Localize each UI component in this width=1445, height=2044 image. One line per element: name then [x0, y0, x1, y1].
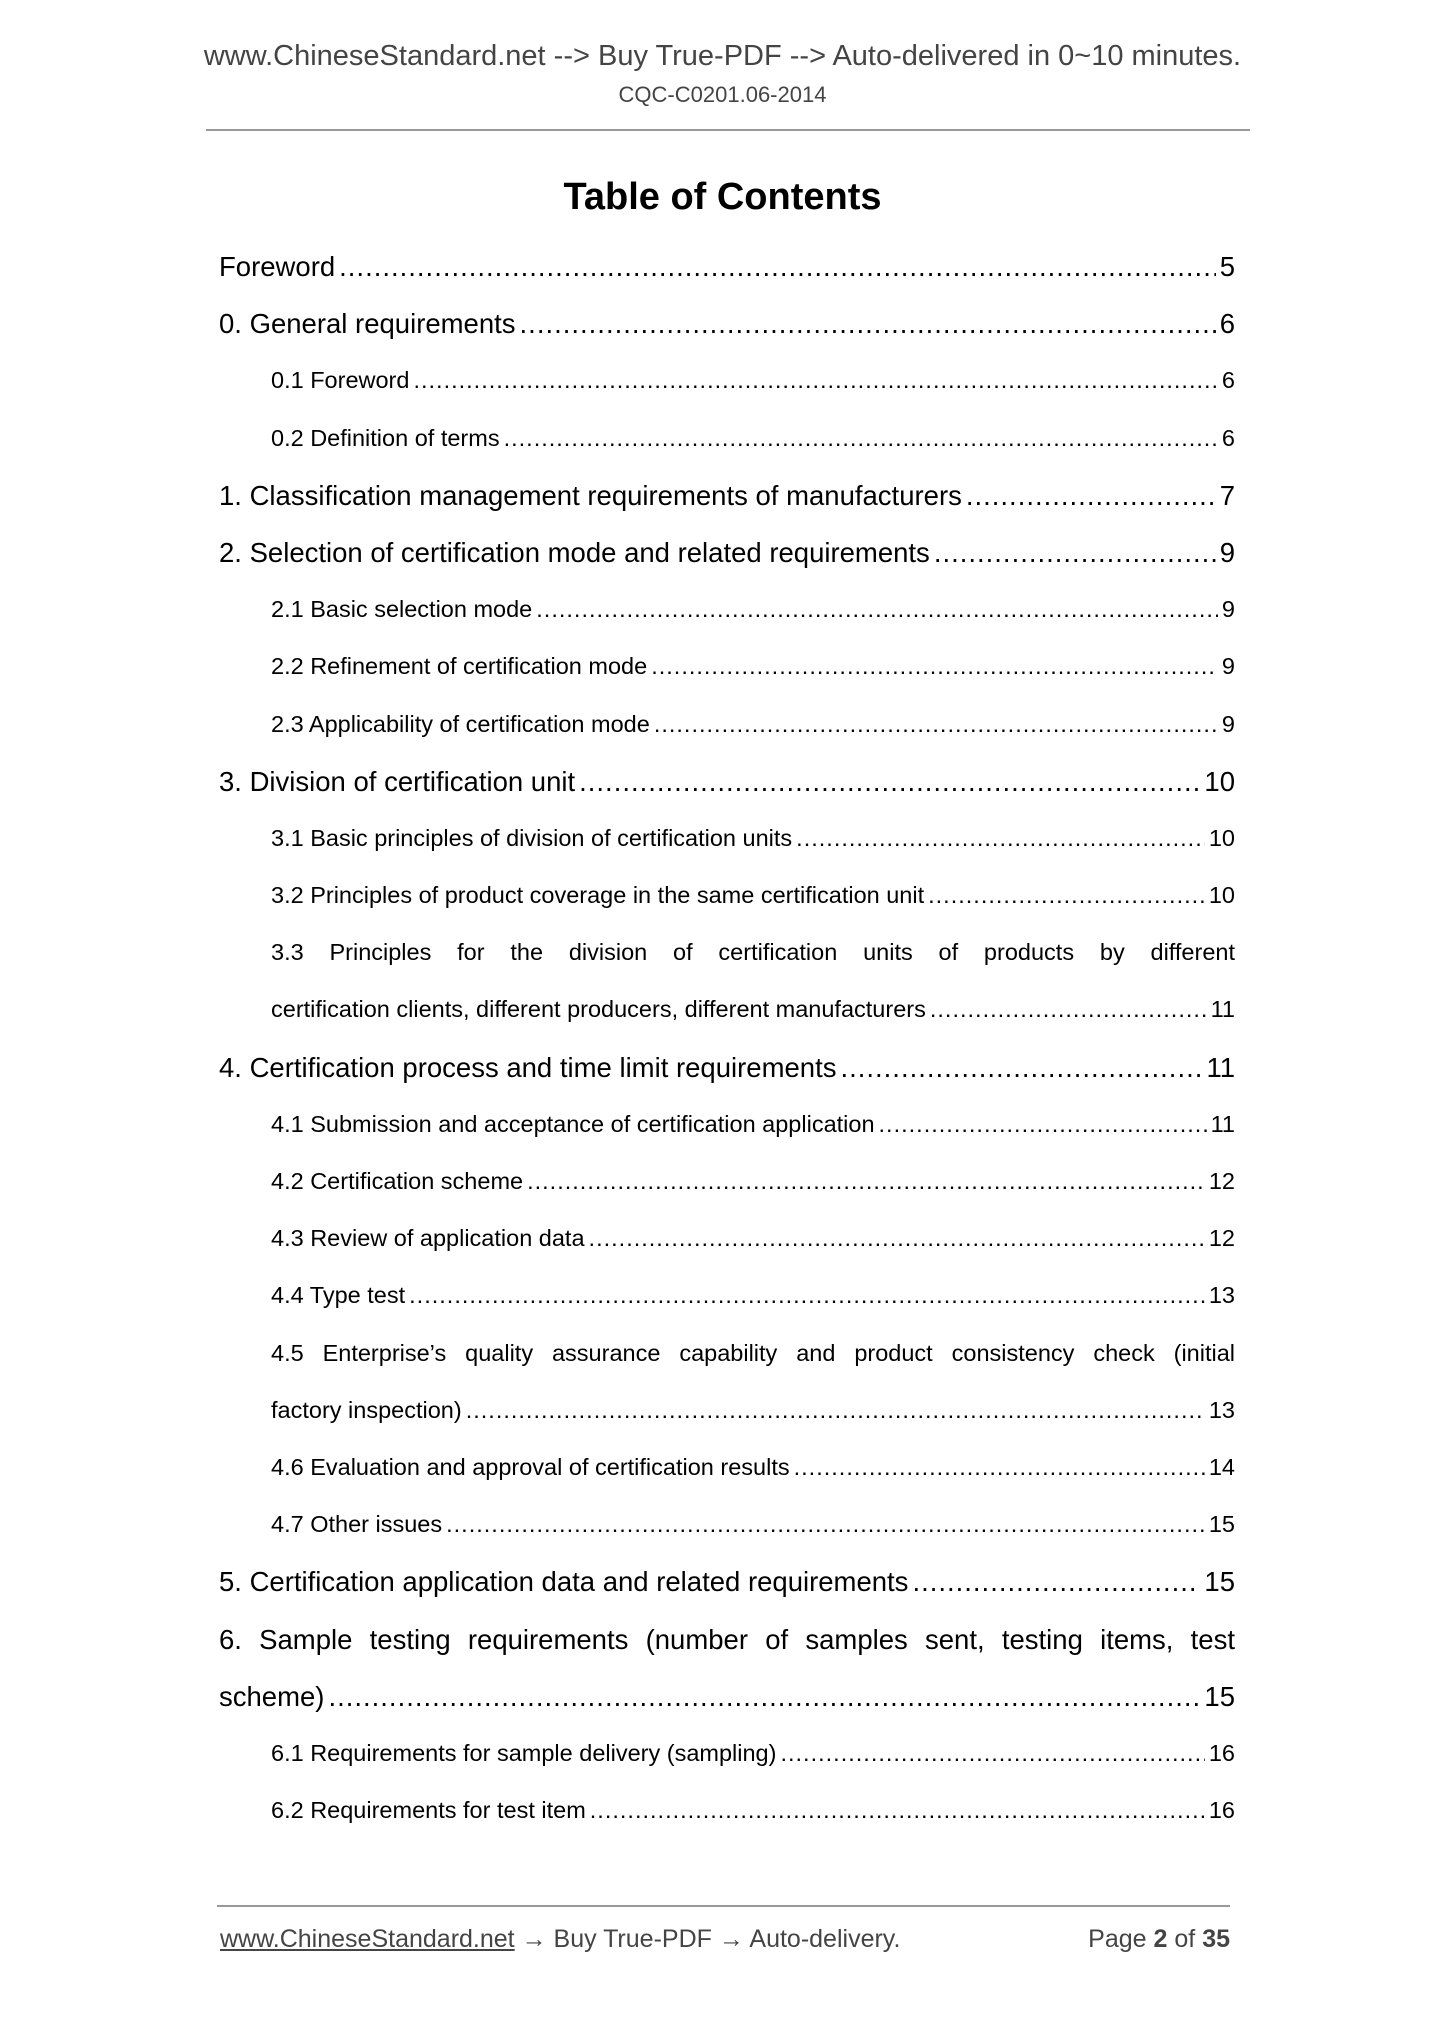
toc-entry[interactable] — [219, 1553, 1235, 1610]
toc-entry[interactable] — [219, 867, 1235, 924]
toc-entry-page: 16 — [1208, 1797, 1235, 1824]
dot-leader — [794, 1439, 1205, 1496]
dot-leader — [879, 1096, 1207, 1153]
toc-entry-page: 15 — [1208, 1511, 1235, 1538]
toc-entry-page: 9 — [1221, 653, 1235, 680]
toc-entry-title: 3.1 Basic principles of division of certification units — [271, 824, 793, 851]
toc-entry[interactable] — [219, 1267, 1235, 1324]
toc-entry-page: 6 — [1221, 367, 1235, 394]
dot-leader — [840, 1039, 1202, 1096]
dot-leader — [446, 1496, 1205, 1553]
toc-entry-title-continued: factory inspection) — [271, 1396, 462, 1423]
header-banner: www.ChineseStandard.net --> Buy True-PDF --> Auto-delivered in 0~10 minutes. — [203, 40, 1242, 72]
toc-entry-title: 2.3 Applicability of certification mode — [271, 710, 650, 737]
dot-leader — [504, 410, 1218, 467]
toc-entry-title: 4.3 Review of application data — [271, 1225, 585, 1252]
toc-entry-title-continued: scheme) — [219, 1680, 325, 1712]
toc-entry-title: 4. Certification process and time limit requirements — [219, 1051, 837, 1083]
footer-divider — [217, 1905, 1230, 1907]
dot-leader — [520, 295, 1216, 352]
toc-entry-page: 6 — [1221, 424, 1235, 451]
page-footer — [220, 1925, 1230, 1954]
toc-entry-page: 7 — [1219, 479, 1235, 511]
toc-entry-page: 12 — [1208, 1225, 1235, 1252]
toc-entry-title: 5. Certification application data and related requirements — [219, 1566, 909, 1598]
total-pages: 35 — [1202, 1925, 1230, 1953]
toc-entry-page: 15 — [1204, 1566, 1235, 1598]
toc-entry-page: 13 — [1208, 1282, 1235, 1309]
dot-leader — [466, 1382, 1205, 1439]
toc-entry[interactable] — [219, 1725, 1235, 1782]
of-label: of — [1174, 1925, 1196, 1953]
toc-entry-title: 6.2 Requirements for test item — [271, 1797, 586, 1824]
toc-entry-title: 3.2 Principles of product coverage in the same certification unit — [271, 882, 925, 909]
toc-entry[interactable] — [219, 581, 1235, 638]
dot-leader — [579, 753, 1200, 810]
toc-entry-title: 3. Division of certification unit — [219, 765, 576, 797]
toc-entry[interactable] — [219, 1782, 1235, 1839]
toc-entry-title: 4.6 Evaluation and approval of certification results — [271, 1453, 790, 1480]
toc-entry-title-continued: certification clients, different producers, different manufacturers — [271, 996, 926, 1023]
dot-leader — [930, 981, 1207, 1038]
toc-entry-title[interactable]: 6. Sample testing requirements (number of samples sent, testing items, test — [219, 1623, 1235, 1655]
dot-leader — [934, 524, 1216, 581]
toc-entry[interactable] — [219, 1382, 1235, 1439]
dot-leader — [409, 1267, 1205, 1324]
toc-entry-title: 0.2 Definition of terms — [271, 424, 500, 451]
dot-leader — [651, 638, 1218, 695]
page-number — [1088, 1925, 1230, 1954]
dot-leader — [796, 810, 1205, 867]
toc-entry-title: 2.2 Refinement of certification mode — [271, 653, 648, 680]
dot-leader — [527, 1153, 1205, 1210]
dot-leader — [536, 581, 1218, 638]
footer-text: → Buy True-PDF → Auto-delivery. — [514, 1925, 901, 1953]
header-divider — [206, 129, 1250, 131]
dot-leader — [780, 1725, 1204, 1782]
toc-entry-title: Foreword — [219, 251, 336, 282]
toc-entry[interactable] — [219, 1668, 1235, 1725]
dot-leader — [912, 1553, 1200, 1610]
toc-entry[interactable] — [219, 810, 1235, 867]
toc-entry-page: 11 — [1206, 1051, 1235, 1083]
toc-entry[interactable] — [219, 696, 1235, 753]
toc-entry[interactable] — [219, 753, 1235, 810]
toc-entry[interactable] — [219, 1439, 1235, 1496]
dot-leader — [589, 1210, 1205, 1267]
footer-promo — [220, 1925, 900, 1954]
dot-leader — [654, 696, 1218, 753]
toc-entry[interactable] — [219, 295, 1235, 352]
dot-leader — [328, 1668, 1200, 1725]
toc-entry-page: 11 — [1210, 1110, 1235, 1137]
toc-entry-page: 11 — [1210, 996, 1235, 1023]
toc-entry[interactable] — [219, 1210, 1235, 1267]
page-label: Page — [1088, 1925, 1147, 1953]
page-title: Table of Contents — [563, 176, 882, 218]
toc-entry[interactable] — [219, 238, 1235, 295]
toc-entry-page: 10 — [1208, 882, 1235, 909]
toc-entry-title: 0.1 Foreword — [271, 367, 410, 394]
toc-entry[interactable] — [219, 467, 1235, 524]
toc-entry[interactable] — [219, 1496, 1235, 1553]
toc-entry-title[interactable]: 4.5 Enterprise’s quality assurance capability and product consistency check (initial — [271, 1339, 1235, 1366]
dot-leader — [590, 1782, 1205, 1839]
toc-entry[interactable] — [219, 638, 1235, 695]
toc-entry[interactable] — [219, 1039, 1235, 1096]
toc-entry-page: 9 — [1221, 596, 1235, 623]
current-page: 2 — [1153, 1925, 1168, 1953]
toc-entry-title: 4.1 Submission and acceptance of certification application — [271, 1110, 875, 1137]
dot-leader — [928, 867, 1205, 924]
toc-entry-title: 2. Selection of certification mode and related requirements — [219, 536, 930, 568]
toc-entry-page: 9 — [1221, 710, 1235, 737]
toc-entry-page: 10 — [1204, 765, 1235, 797]
toc-entry-title: 6.1 Requirements for sample delivery (sampling) — [271, 1739, 777, 1766]
toc-entry[interactable] — [219, 981, 1235, 1038]
toc-entry-title: 4.7 Other issues — [271, 1511, 443, 1538]
toc-entry[interactable] — [219, 1153, 1235, 1210]
toc-entry-title: 4.4 Type test — [271, 1282, 406, 1309]
dot-leader — [413, 352, 1217, 409]
dot-leader — [339, 238, 1216, 295]
toc-entry-title[interactable]: 3.3 Principles for the division of certification units of products by different — [271, 939, 1235, 966]
document-code: CQC-C0201.06-2014 — [618, 82, 827, 107]
toc-entry-title: 2.1 Basic selection mode — [271, 596, 533, 623]
toc-entry-title: 1. Classification management requirements of manufacturers — [219, 479, 962, 511]
footer-link[interactable]: www.ChineseStandard.net — [220, 1925, 515, 1953]
toc-entry[interactable] — [219, 1096, 1235, 1153]
toc-entry-page: 14 — [1208, 1453, 1235, 1480]
toc-entry[interactable] — [219, 352, 1235, 409]
toc-entry-page: 15 — [1204, 1680, 1235, 1712]
toc-entry-page: 12 — [1208, 1168, 1235, 1194]
toc-entry-page: 10 — [1208, 824, 1235, 851]
toc-entry[interactable] — [219, 524, 1235, 581]
toc-entry-page: 5 — [1219, 251, 1235, 282]
toc-entry-title: 0. General requirements — [219, 308, 516, 340]
dot-leader — [966, 467, 1216, 524]
toc-entry[interactable] — [219, 410, 1235, 467]
toc-entry-page: 9 — [1219, 536, 1235, 568]
toc-entry-title: 4.2 Certification scheme — [271, 1168, 524, 1194]
toc-entry-page: 6 — [1219, 308, 1235, 340]
table-of-contents — [219, 238, 1235, 1839]
toc-entry-page: 13 — [1208, 1396, 1235, 1423]
toc-entry-page: 16 — [1208, 1739, 1235, 1766]
